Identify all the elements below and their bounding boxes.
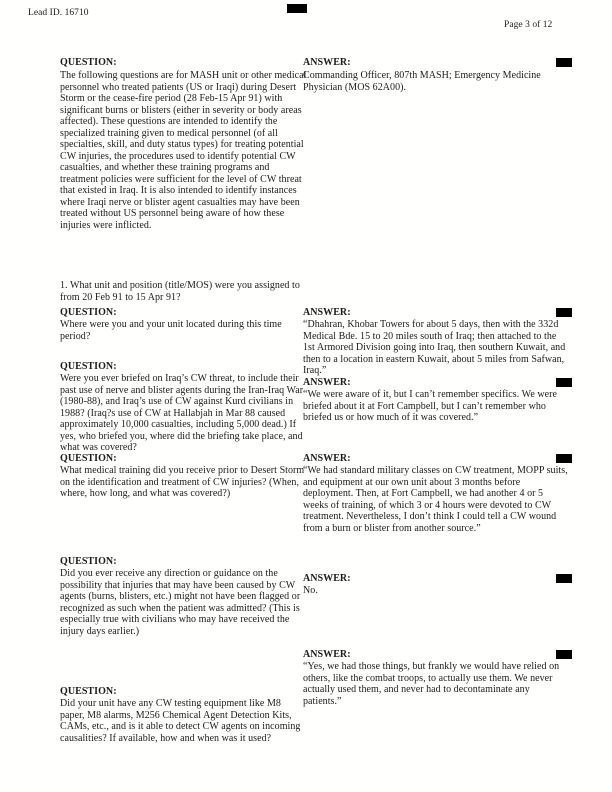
answer-label: ANSWER: (303, 573, 351, 584)
answer-text: Commanding Officer, 807th MASH; Emergency Medicine Physician (MOS 62A00). (303, 70, 541, 93)
question-text: Did you ever receive any direction or guidance on the possibility that injuries that may have been caused by CW agents (burns, blisters, etc.) might not have been flagged or recognized as such when the patient was admitted? (This is especially true with civilians who may have received the injury days earlier.) (60, 568, 301, 637)
lead-id: Lead ID. 16710 (28, 8, 89, 18)
question-text: Were you ever briefed on Iraq’s CW threat, to include their past use of nerve and blister agents during the Iran-Iraq War (1980-88), and Iraq’s use of CW against Kurd civilians in 1988? (Iraq?s use of CW at Hallabjah in Mar 88 caused approximately 10,000 casualties, including 5,000 dead.) If yes, who briefed you, where did the briefing take place, and what was covered? (60, 373, 304, 453)
redaction-mark (556, 308, 572, 317)
question-label: QUESTION: (60, 307, 117, 318)
question-label: QUESTION: (60, 453, 117, 464)
redaction-mark (556, 378, 572, 387)
question-text: Did your unit have any CW testing equipment like M8 paper, M8 alarms, M256 Chemical Agent Detection Kits, CAMs, etc., and is it able to detect CW agents on incoming causalities? If available, how and when was it used? (60, 698, 301, 744)
answer-text: No. (303, 585, 318, 596)
question-text: What medical training did you receive prior to Desert Storm on the identification and treatment of CW injuries? (When, where, how long, and what was covered?) (60, 465, 305, 499)
redaction-mark (556, 574, 572, 583)
question-label: QUESTION: (60, 686, 117, 697)
question-item: 1. What unit and position (title/MOS) were you assigned to from 20 Feb 91 to 15 Apr 91? (60, 280, 300, 303)
redaction-mark (556, 58, 572, 67)
answer-label: ANSWER: (303, 377, 351, 388)
answer-text: “We had standard military classes on CW treatment, MOPP suits, and equipment at our own unit about 3 months before deployment. Then, at Fort Campbell, we had another 4 or 5 weeks of training, of which 3 or 4 hours were devoted to CW treatment. Nevertheless, I don’t think I could tell a CW wound from a burn or blister from another source.” (303, 465, 568, 534)
question-text: Where were you and your unit located during this time period? (60, 319, 282, 342)
answer-label: ANSWER: (303, 649, 351, 660)
question-label: QUESTION: (60, 57, 117, 68)
question-label: QUESTION: (60, 361, 117, 372)
answer-label: ANSWER: (303, 453, 351, 464)
answer-text: “We were aware of it, but I can’t remember specifics. We were briefed about it at Fort Campbell, but I can’t remember who briefed us or how much of it was covered.” (303, 389, 558, 423)
answer-label: ANSWER: (303, 307, 351, 318)
redaction-mark-top (287, 4, 307, 13)
question-label: QUESTION: (60, 556, 117, 567)
answer-text: “Dhahran, Khobar Towers for about 5 days, then with the 332d Medical Bde. 15 to 20 miles south of Iraq; then attached to the 1st Armored Division going into Iraq, then southern Kuwait, and then to a location in eastern Kuwait, about 5 miles from Safwan, Iraq.” (303, 319, 566, 376)
answer-text: “Yes, we had those things, but frankly we would have relied on others, like the combat troops, to actually use them. We never actually used them, and never had to decontaminate any patients.” (303, 661, 560, 707)
answer-label: ANSWER: (303, 57, 351, 68)
question-text: The following questions are for MASH unit or other medical personnel who treated patients (US or Iraqi) during Desert Storm or the cease-fire period (28 Feb-15 Apr 91) with significant burns or blisters (either in severity or body areas affected). These questions are intended to identify the specialized training given to medical personnel (of all specialties, skill, and duty status types) for treating potential CW injuries, the procedures used to identify potential CW casualties, and whether these training programs and treatment policies were sufficient for the level of CW threat that existed in Iraq. It is also intended to identify instances where Iraqi nerve or blister agent casualties may have been treated without US personnel being aware of how these injuries were inflicted. (60, 70, 307, 231)
redaction-mark (556, 650, 572, 659)
page-number: Page 3 of 12 (504, 20, 553, 30)
redaction-mark (556, 454, 572, 463)
